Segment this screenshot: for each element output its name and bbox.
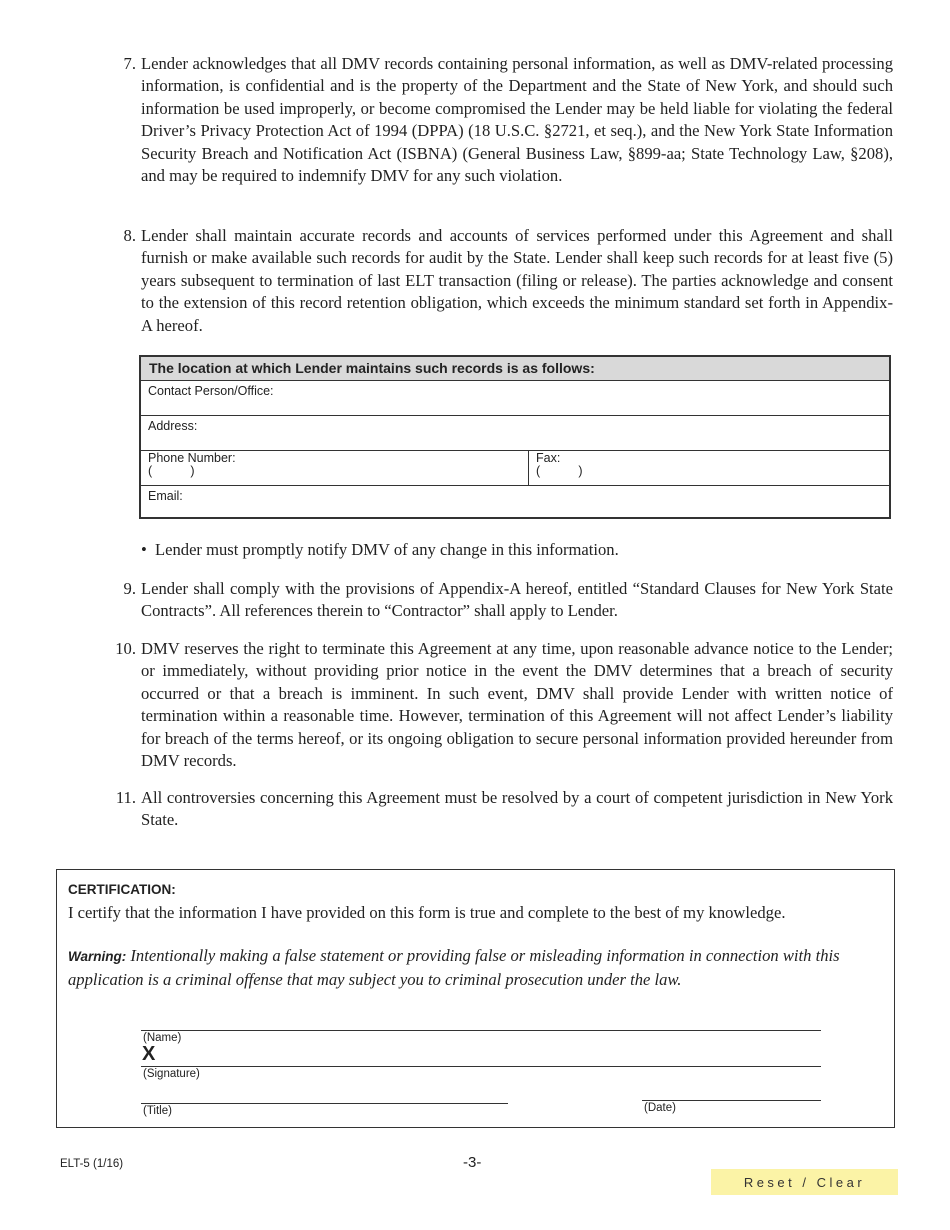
fax-label: Fax: bbox=[536, 451, 561, 465]
certification-statement: I certify that the information I have provided on this form is true and complete to the best of my knowledge. bbox=[68, 903, 786, 922]
address-field[interactable] bbox=[141, 416, 889, 451]
email-field[interactable] bbox=[141, 486, 889, 519]
fax-parens: ( ) bbox=[536, 464, 583, 478]
phone-parens: ( ) bbox=[148, 464, 195, 478]
signature-line[interactable] bbox=[141, 1066, 821, 1067]
name-label: (Name) bbox=[143, 1032, 182, 1044]
reset-clear-button[interactable]: Reset / Clear bbox=[711, 1169, 898, 1195]
date-label: (Date) bbox=[644, 1102, 676, 1114]
item-text: Lender acknowledges that all DMV records containing personal information, as well as DMV-related processing information, is confidential and is the property of the Department and the State of New York, and should such information be used improperly, or become compromised the Lender may be held liable for violating the federal Driver’s Privacy Protection Act of 1994 (DPPA) (18 U.S.C. §2721, et seq.), and the New York State Information Security Breach and Notification Act (ISBNA) (General Business Law, §899-aa; State Technology Law, §208), and may be required to indemnify DMV for any such violation. bbox=[141, 54, 893, 186]
signature-x-mark: X bbox=[142, 1043, 156, 1065]
agreement-item-8 bbox=[110, 225, 893, 337]
certification-box bbox=[56, 869, 895, 1128]
date-line[interactable] bbox=[642, 1100, 821, 1101]
item-number: 11. bbox=[115, 788, 136, 807]
title-line[interactable] bbox=[141, 1103, 508, 1104]
address-label: Address: bbox=[148, 419, 198, 433]
name-line[interactable] bbox=[141, 1030, 821, 1031]
certification-title: CERTIFICATION: bbox=[68, 882, 176, 897]
records-location-table bbox=[139, 355, 891, 519]
agreement-item-9 bbox=[110, 578, 893, 623]
notify-change-text: Lender must promptly notify DMV of any change in this information. bbox=[154, 540, 619, 559]
item-number: 8. bbox=[123, 226, 136, 245]
notify-change-note bbox=[141, 540, 619, 560]
agreement-item-7 bbox=[110, 53, 893, 187]
records-table-header: The location at which Lender maintains such records is as follows: bbox=[141, 357, 889, 381]
contact-person-label: Contact Person/Office: bbox=[148, 384, 274, 398]
warning-label: Warning: bbox=[68, 949, 127, 964]
contact-person-field[interactable] bbox=[141, 381, 889, 416]
certification-warning bbox=[68, 944, 883, 991]
form-id: ELT-5 (1/16) bbox=[60, 1158, 124, 1170]
phone-number-field[interactable] bbox=[141, 451, 528, 485]
email-label: Email: bbox=[148, 489, 183, 503]
item-number: 7. bbox=[123, 54, 136, 73]
title-label: (Title) bbox=[143, 1105, 172, 1117]
bullet-icon: • bbox=[141, 540, 147, 559]
agreement-item-10 bbox=[110, 638, 893, 772]
page-number: -3- bbox=[463, 1154, 482, 1171]
phone-number-label: Phone Number: bbox=[148, 451, 236, 465]
item-number: 10. bbox=[115, 639, 136, 658]
item-text: Lender shall maintain accurate records and accounts of services performed under this Agreement and shall furnish or make available such records for audit by the State. Lender shall keep such records for at least five (5) years subsequent to termination of last ELT transaction (filing or release). The parties acknowledge and consent to the extension of this record retention obligation, which exceeds the minimum standard set forth in Appendix-A hereof. bbox=[141, 226, 893, 335]
phone-fax-row bbox=[141, 451, 889, 486]
fax-field[interactable] bbox=[528, 451, 889, 485]
warning-text: Intentionally making a false statement or providing false or misleading information in connection with this application is a criminal offense that may subject you to criminal prosecution under the law. bbox=[68, 946, 840, 989]
item-text: Lender shall comply with the provisions of Appendix-A hereof, entitled “Standard Clauses for New York State Contracts”. All references therein to “Contractor” shall apply to Lender. bbox=[141, 579, 893, 621]
item-text: All controversies concerning this Agreement must be resolved by a court of competent jurisdiction in New York State. bbox=[141, 788, 893, 830]
agreement-item-11 bbox=[110, 787, 893, 832]
signature-label: (Signature) bbox=[143, 1068, 200, 1080]
item-number: 9. bbox=[123, 579, 136, 598]
item-text: DMV reserves the right to terminate this Agreement at any time, upon reasonable advance notice to the Lender; or immediately, without providing prior notice in the event the DMV determines that a breach of security occurred or that a breach is imminent. In such event, DMV shall provide Lender with written notice of termination within a reasonable time. However, termination of this Agreement will not affect Lender’s liability for breach of the terms hereof, or its ongoing obligation to secure personal information provided hereunder from DMV records. bbox=[141, 639, 893, 771]
